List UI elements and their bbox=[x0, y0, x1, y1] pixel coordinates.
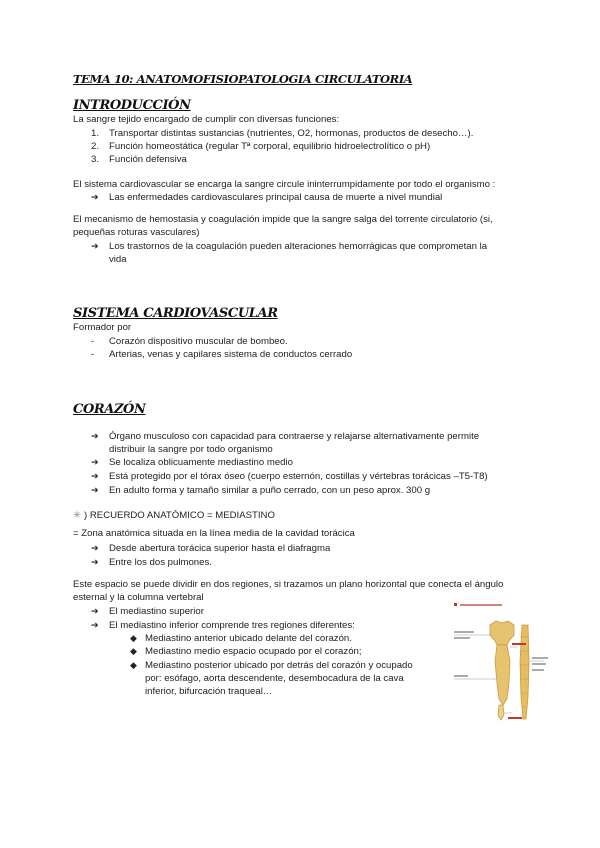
diamond-bullet-icon: ◆ bbox=[130, 660, 137, 670]
sub-item: inferior, bifurcación traqueal… bbox=[145, 686, 273, 697]
paragraph: pequeñas roturas vasculares) bbox=[73, 227, 200, 238]
label-mark bbox=[532, 663, 546, 665]
manubrium-shape bbox=[490, 621, 514, 645]
paragraph: Este espacio se puede dividir en dos regiones, si trazamos un plano horizontal que conecta el ángulo bbox=[73, 579, 504, 590]
arrow-icon: ➔ bbox=[91, 471, 99, 481]
asterisk-icon: ✳ bbox=[73, 510, 82, 521]
arrow-icon: ➔ bbox=[91, 543, 99, 553]
sub-item: por: esófago, aorta descendente, desembocadura de la cava bbox=[145, 673, 404, 684]
dash-bullet: - bbox=[91, 336, 95, 347]
list-item: Arterias, venas y capilares sistema de conductos cerrado bbox=[109, 349, 353, 360]
arrow-item: Las enfermedades cardiovasculares principal causa de muerte a nivel mundial bbox=[109, 192, 443, 203]
list-number: 3. bbox=[91, 154, 100, 165]
xiphoid-shape bbox=[498, 705, 504, 720]
arrow-item: Desde abertura torácica superior hasta el diafragma bbox=[109, 543, 331, 554]
list-item: Función homeostática (regular Tª corporal, equilibrio hidroelectrolítico o pH) bbox=[109, 141, 431, 152]
sub-item: Mediastino posterior ubicado por detrás del corazón y ocupado bbox=[145, 660, 413, 671]
arrow-item: Se localiza oblicuamente mediastino medio bbox=[109, 457, 293, 468]
arrow-item: Está protegido por el tórax óseo (cuerpo esternón, costillas y vértebras torácicas –T5-T8) bbox=[109, 471, 488, 482]
formador-label: Formador por bbox=[73, 322, 132, 333]
intro-line: La sangre tejido encargado de cumplir con diversas funciones: bbox=[73, 114, 340, 125]
list-number: 2. bbox=[91, 141, 100, 152]
label-mark bbox=[454, 637, 470, 639]
arrow-icon: ➔ bbox=[91, 457, 99, 467]
sub-item: Mediastino medio espacio ocupado por el corazón; bbox=[145, 646, 362, 657]
sternum-illustration bbox=[446, 601, 550, 727]
arrow-icon: ➔ bbox=[91, 620, 99, 630]
arrow-item: vida bbox=[109, 254, 127, 265]
label-mark bbox=[508, 717, 522, 719]
dash-bullet: - bbox=[91, 349, 95, 360]
arrow-icon: ➔ bbox=[91, 241, 99, 251]
diamond-bullet-icon: ◆ bbox=[130, 633, 137, 643]
arrow-icon: ➔ bbox=[91, 557, 99, 567]
diamond-bullet-icon: ◆ bbox=[130, 646, 137, 656]
arrow-item: Entre los dos pulmones. bbox=[109, 557, 212, 568]
arrow-item: Los trastornos de la coagulación pueden alteraciones hemorrágicas que comprometan la bbox=[109, 241, 488, 252]
arrow-item: En adulto forma y tamaño similar a puño cerrado, con un peso aprox. 300 g bbox=[109, 485, 431, 496]
sternum-body-shape bbox=[495, 645, 510, 705]
label-mark bbox=[532, 669, 544, 671]
recuerdo-heading: ) RECUERDO ANATÓMICO = MEDIASTINO bbox=[84, 510, 275, 521]
sistema-heading: SISTEMA CARDIOVASCULAR bbox=[73, 306, 278, 321]
paragraph: esternal y la columna vertebral bbox=[73, 592, 204, 603]
arrow-icon: ➔ bbox=[91, 606, 99, 616]
label-mark bbox=[512, 643, 526, 645]
vertebral-column-shape bbox=[520, 625, 529, 719]
sub-item: Mediastino anterior ubicado delante del corazón. bbox=[145, 633, 352, 644]
definition: = Zona anatómica situada en la línea media de la cavidad torácica bbox=[73, 528, 355, 539]
corazon-heading: CORAZÓN bbox=[73, 402, 146, 417]
paragraph: El mecanismo de hemostasia y coagulación impide que la sangre salga del torrente circulatorio (si, bbox=[73, 214, 493, 225]
list-number: 1. bbox=[91, 128, 100, 139]
sternum-figure bbox=[446, 601, 550, 727]
arrow-icon: ➔ bbox=[91, 485, 99, 495]
intro-heading: INTRODUCCIÓN bbox=[73, 98, 191, 113]
list-item: Transportar distintas sustancias (nutrientes, O2, hormonas, productos de desecho…). bbox=[109, 128, 474, 139]
arrow-item: distribuir la sangre por todo organismo bbox=[109, 444, 273, 455]
label-marker bbox=[454, 603, 457, 606]
tema-title: TEMA 10: ANATOMOFISIOPATOLOGIA CIRCULATORIA bbox=[73, 72, 413, 86]
list-item: Corazón dispositivo muscular de bombeo. bbox=[109, 336, 288, 347]
arrow-item: Órgano musculoso con capacidad para contraerse y relajarse alternativamente permite bbox=[109, 431, 480, 442]
arrow-icon: ➔ bbox=[91, 192, 99, 202]
label-mark bbox=[454, 675, 468, 677]
label-mark bbox=[532, 657, 548, 659]
arrow-item: El mediastino inferior comprende tres regiones diferentes: bbox=[109, 620, 355, 631]
arrow-item: El mediastino superior bbox=[109, 606, 204, 617]
label-mark bbox=[454, 631, 474, 633]
arrow-icon: ➔ bbox=[91, 431, 99, 441]
paragraph: El sistema cardiovascular se encarga la sangre circule ininterrumpidamente por todo el organismo : bbox=[73, 179, 496, 190]
list-item: Función defensiva bbox=[109, 154, 187, 165]
